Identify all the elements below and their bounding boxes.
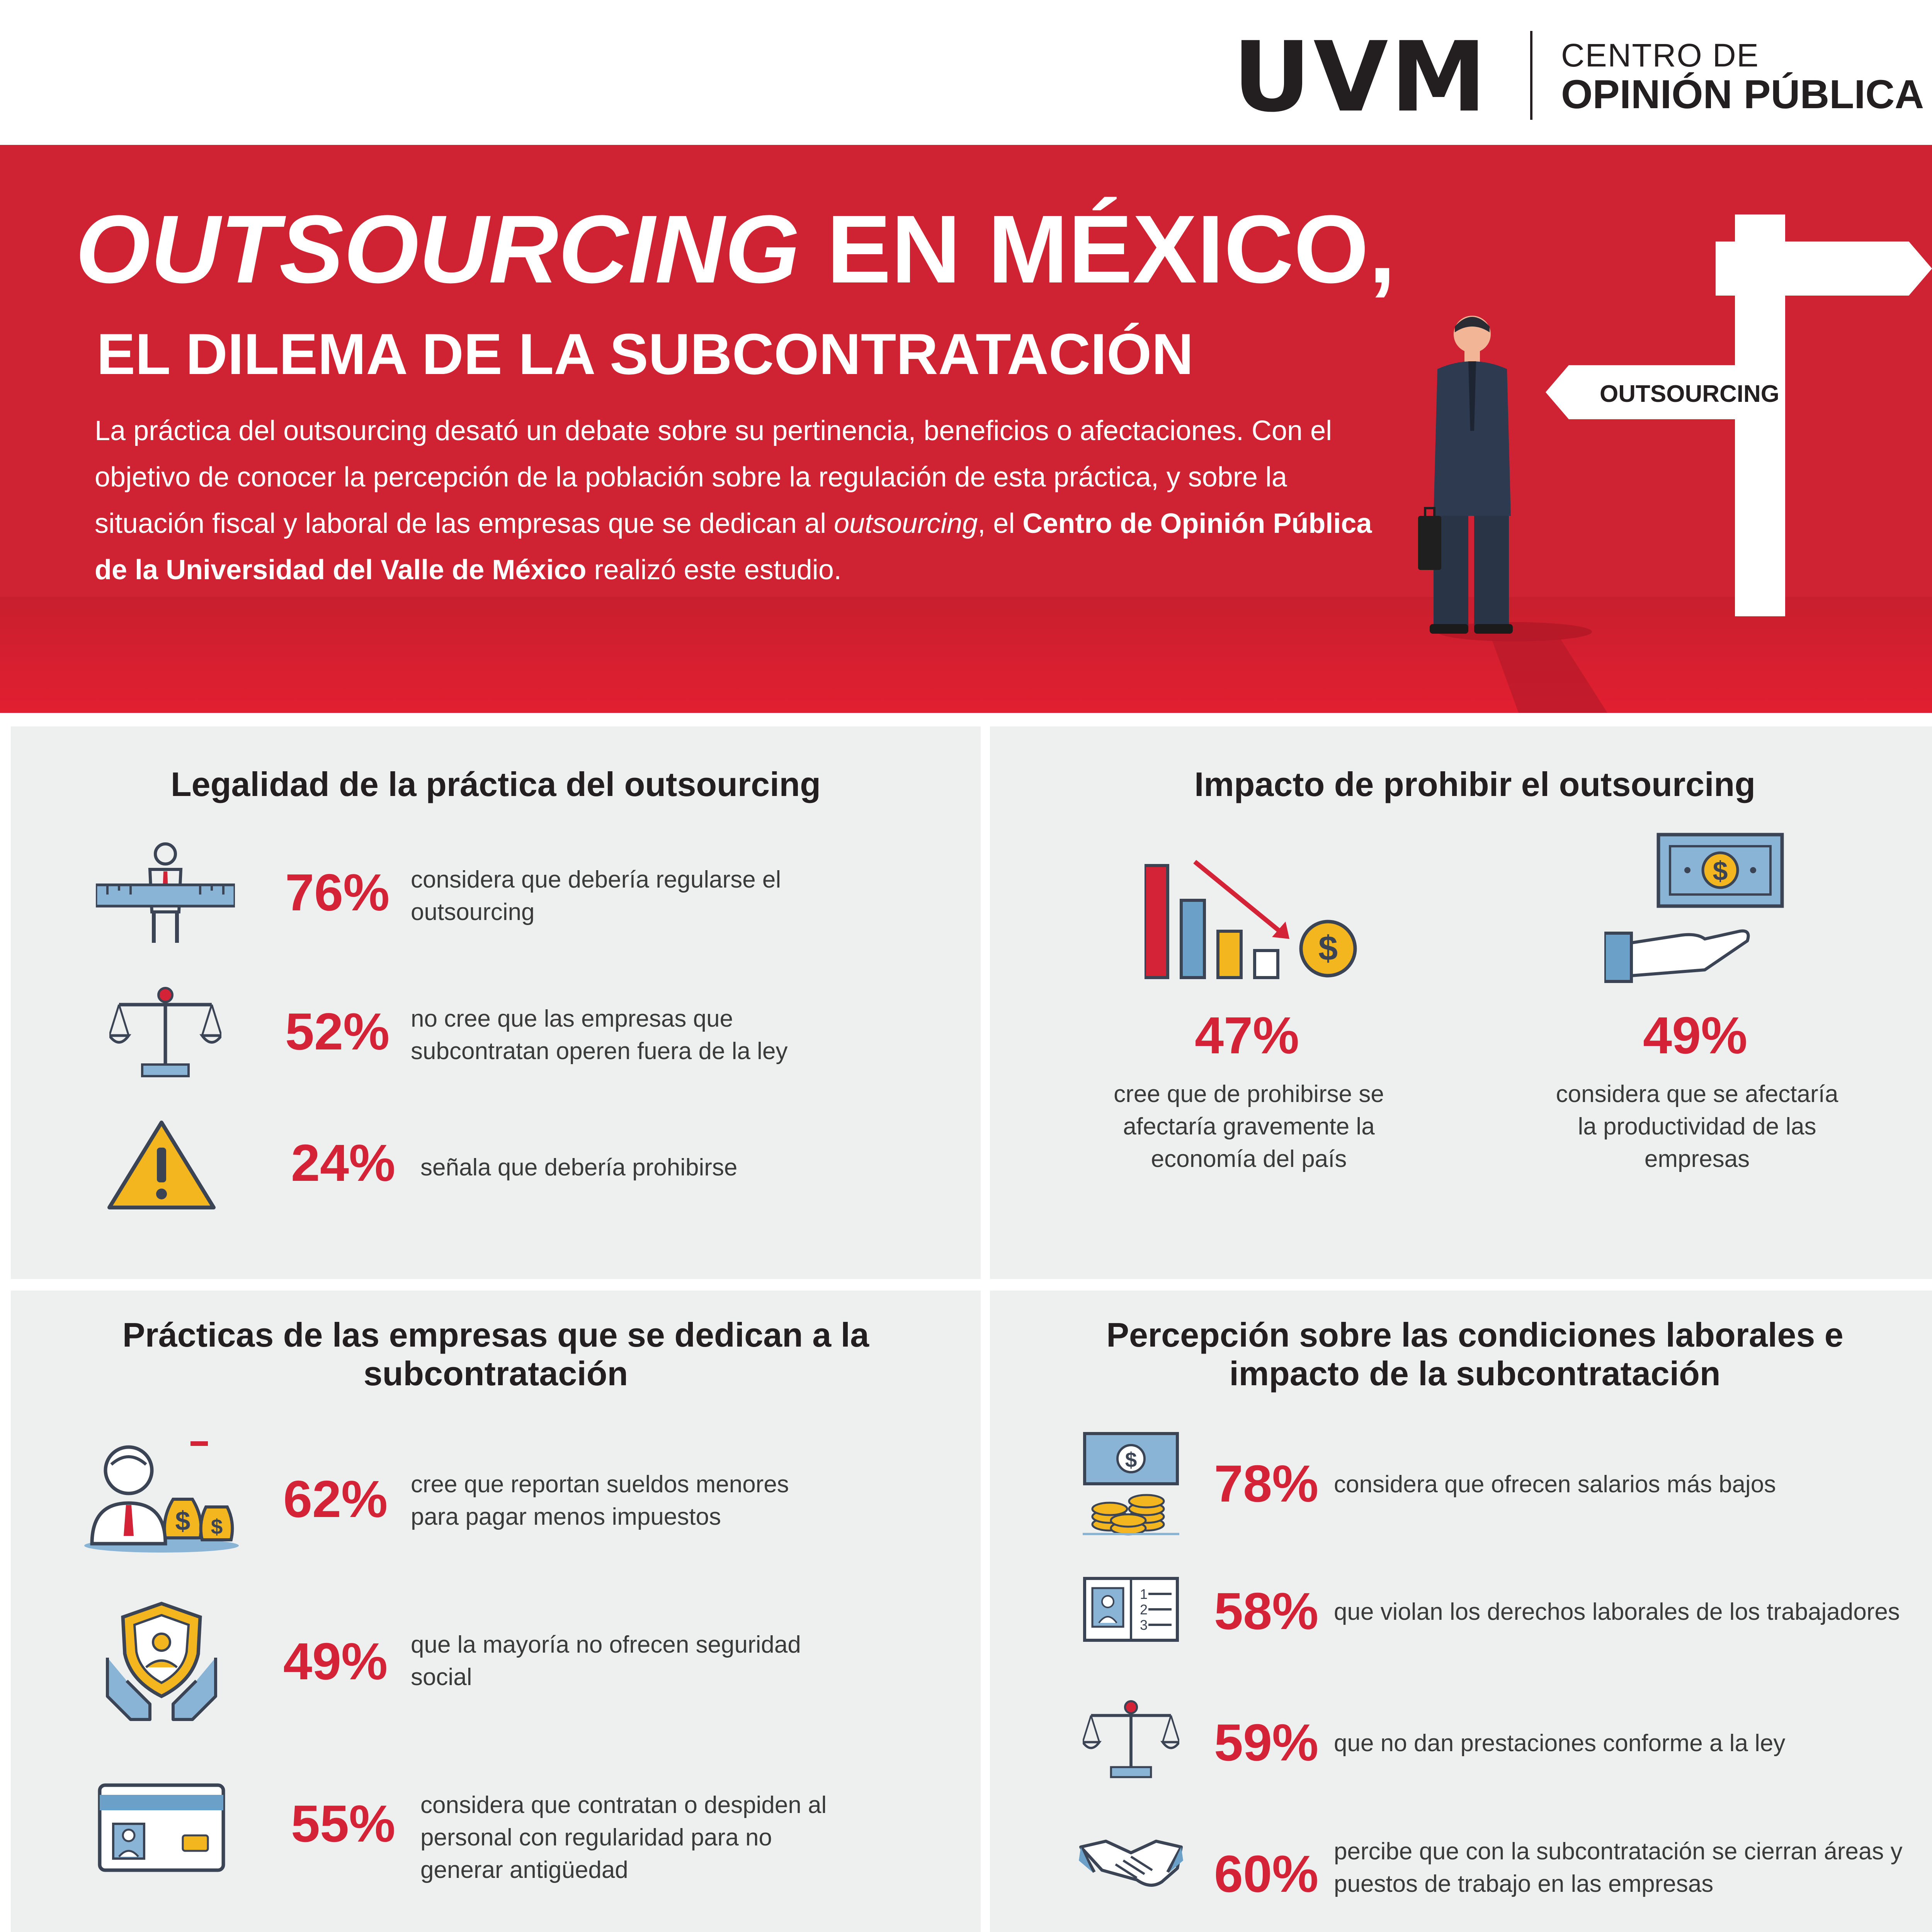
- scale-icon: [1083, 1694, 1179, 1783]
- intro-text-1: La práctica del outsourcing desató un debate sobre su pertinencia, beneficios o afectaciones. Con el objetivo de conocer la percepción de la población sobre la regulación de esta práctica, y sobre la situación fiscal y laboral de las empresas que se dedican al: [95, 415, 1332, 539]
- hands-shield-icon: [104, 1600, 219, 1723]
- title-rest: EN MÉXICO,: [800, 195, 1396, 303]
- stat-description: percibe que con la subcontratación se cierran áreas y puestos de trabajo en las empresas: [1334, 1838, 1903, 1897]
- scale-icon: [109, 981, 221, 1082]
- svg-text:2: 2: [1140, 1602, 1148, 1617]
- logo-opinion-publica: OPINIÓN PÚBLICA: [1561, 72, 1924, 117]
- panel-title: Percepción sobre las condiciones laborales e impacto de la subcontratación: [1106, 1316, 1844, 1393]
- panel-title: Legalidad de la práctica del outsourcing: [170, 765, 821, 803]
- id-card-icon: [98, 1783, 225, 1872]
- panel-legalidad: [11, 726, 981, 1279]
- stat-description: cree que reportan sueldos menores para pagar menos impuestos: [411, 1471, 789, 1530]
- svg-text:$: $: [1318, 929, 1338, 968]
- worker-moneybags-icon: [84, 1441, 239, 1553]
- warning-icon: [105, 1117, 218, 1213]
- pct-value: 47%: [1195, 1006, 1299, 1065]
- stat-description: considera que debería regularse el outsourcing: [411, 866, 781, 925]
- pct-value: 62%: [283, 1470, 388, 1528]
- stat-description: que no dan prestaciones conforme a la ley: [1334, 1730, 1786, 1757]
- pct-value: 49%: [283, 1632, 388, 1690]
- signpost-businessman-illustration: [1391, 199, 1932, 713]
- svg-text:$: $: [1713, 856, 1728, 886]
- stat-description: señala que debería prohibirse: [420, 1154, 738, 1181]
- logo-divider: [1530, 31, 1532, 120]
- pct-value: 58%: [1214, 1582, 1319, 1640]
- page-title: [75, 195, 1396, 303]
- pct-value: 24%: [291, 1134, 396, 1192]
- svg-text:$: $: [175, 1506, 190, 1536]
- intro-italic: outsourcing: [834, 508, 978, 539]
- panel-title: Prácticas de las empresas que se dedican a la subcontratación: [122, 1316, 869, 1393]
- pct-value: 49%: [1643, 1006, 1748, 1065]
- bill-coins-icon: [1083, 1432, 1179, 1536]
- hand-money-icon: [1604, 831, 1790, 985]
- intro-text-3: realizó este estudio.: [586, 554, 842, 585]
- svg-text:3: 3: [1140, 1617, 1148, 1633]
- declining-chart-icon: [1145, 854, 1361, 981]
- stat-description: que la mayoría no ofrecen seguridad social: [411, 1631, 801, 1690]
- panel-practicas: [11, 1291, 981, 1932]
- logo-centro-de: CENTRO DE: [1561, 37, 1759, 73]
- handshake-icon: [1079, 1833, 1183, 1891]
- stat-description: considera que ofrecen salarios más bajos: [1334, 1471, 1776, 1498]
- stat-description: no cree que las empresas que subcontratan operen fuera de la ley: [411, 1005, 788, 1065]
- intro-text-2: , el: [978, 508, 1023, 539]
- stat-description: considera que se afectaría la productividad de las empresas: [1556, 1081, 1838, 1172]
- svg-text:$: $: [1125, 1448, 1137, 1472]
- stat-description: considera que contratan o despiden al personal con regularidad para no generar antigüedad: [420, 1792, 827, 1883]
- pct-value: 52%: [285, 1002, 390, 1061]
- pct-value: 59%: [1214, 1713, 1319, 1772]
- intro-paragraph: [95, 408, 1381, 593]
- svg-text:$: $: [211, 1515, 223, 1539]
- panel-impacto: [990, 726, 1932, 1279]
- panel-percepcion: [990, 1291, 1932, 1932]
- svg-text:1: 1: [1140, 1586, 1148, 1602]
- pct-value: 78%: [1214, 1454, 1319, 1513]
- title-italic: OUTSOURCING: [75, 195, 800, 303]
- stat-description: cree que de prohibirse se afectaría gravemente la economía del país: [1114, 1081, 1384, 1172]
- pct-value: 55%: [291, 1794, 396, 1853]
- uvm-logo: UVM: [1233, 21, 1489, 133]
- pct-value: 60%: [1214, 1845, 1319, 1903]
- sign-label: OUTSOURCING: [1600, 381, 1779, 407]
- hero-banner: [0, 145, 1932, 713]
- person-ruler-icon: [96, 842, 235, 951]
- page-subtitle: EL DILEMA DE LA SUBCONTRATACIÓN: [97, 321, 1194, 386]
- panel-title: Impacto de prohibir el outsourcing: [1194, 765, 1756, 803]
- stat-description: que violan los derechos laborales de los trabajadores: [1334, 1599, 1900, 1625]
- pct-value: 76%: [285, 863, 390, 922]
- rights-book-icon: [1083, 1577, 1179, 1642]
- intro-bold: Centro de Opinión Pública de la Universidad del Valle de México: [95, 508, 1372, 585]
